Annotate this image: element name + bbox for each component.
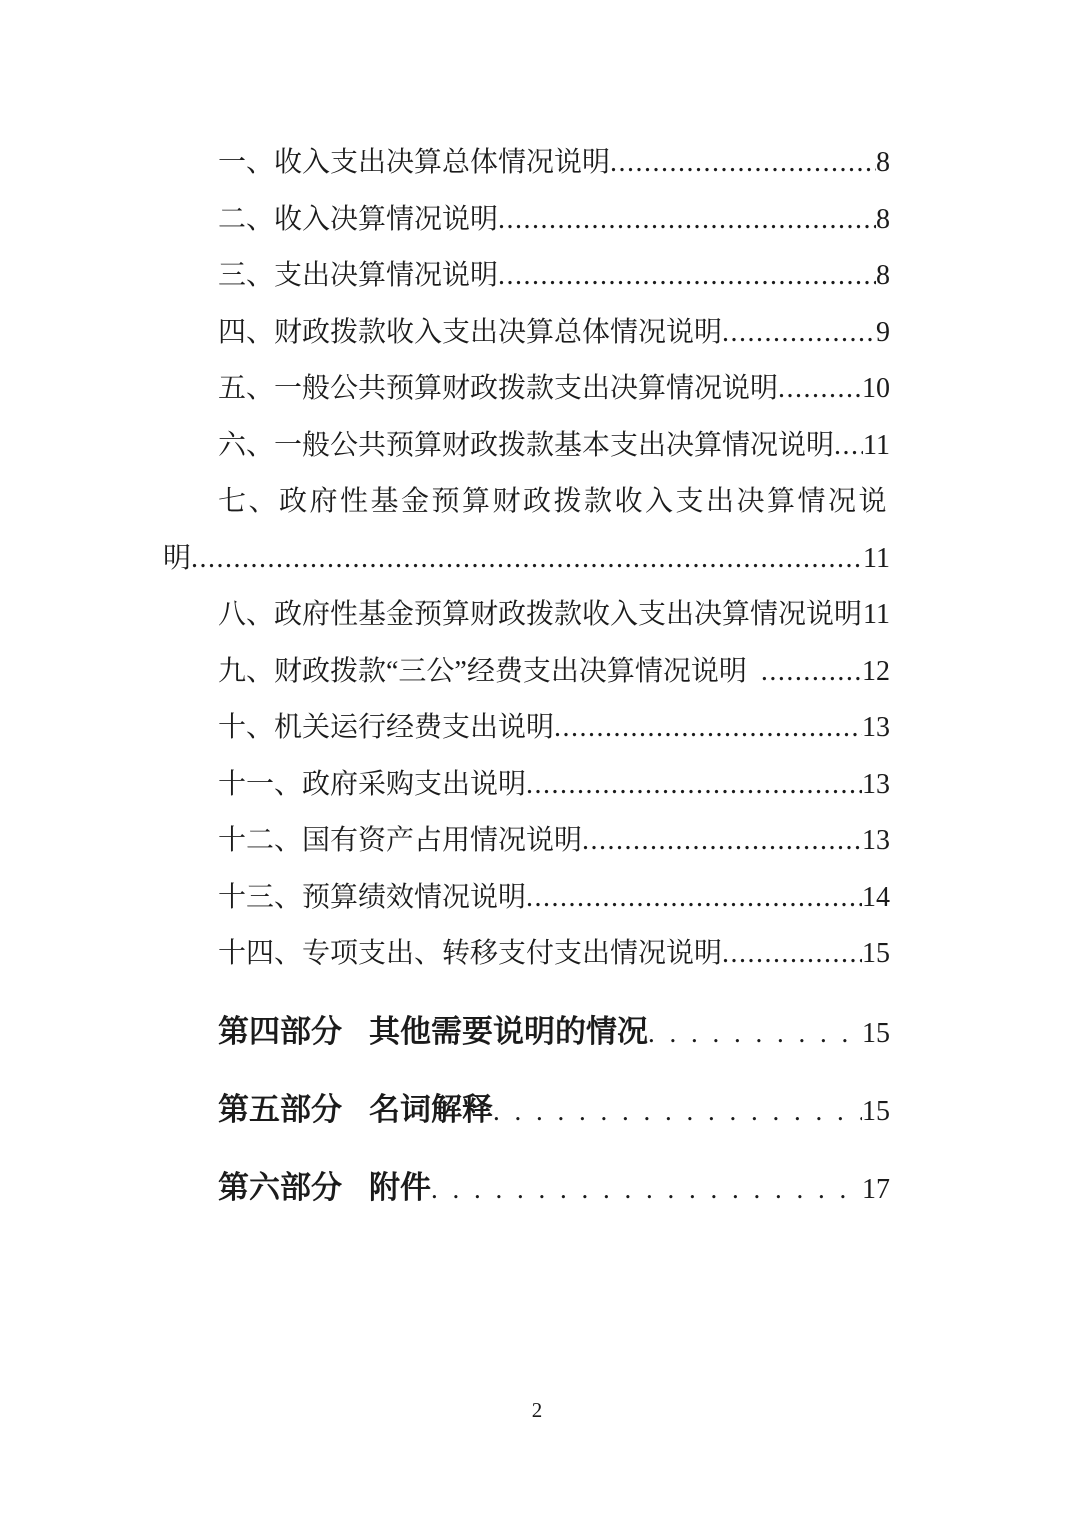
toc-entry <box>163 418 890 475</box>
toc-entry <box>163 926 890 983</box>
toc-entry-page-number: 8 <box>876 147 890 178</box>
dot-leader <box>191 531 863 588</box>
dot-leader <box>834 418 863 475</box>
dot-leader <box>526 757 862 814</box>
toc-entry <box>163 248 890 305</box>
toc-entry-page-number: 12 <box>862 655 890 687</box>
section-page-number: 15 <box>862 1095 890 1127</box>
section-page-number: 17 <box>862 1173 890 1205</box>
toc-entry-page-number: 11 <box>863 429 890 461</box>
table-of-contents <box>163 135 890 1227</box>
toc-entry-label: 十二、国有资产占用情况说明 <box>218 825 583 856</box>
toc-entry-page-number: 9 <box>876 316 890 348</box>
toc-entry-label: 九、财政拨款“三公”经费支出决算情况说明 <box>218 655 747 687</box>
toc-entry-label: 十一、政府采购支出说明 <box>218 768 527 800</box>
section-page-number: 15 <box>862 1017 890 1049</box>
toc-entry-page-number: 13 <box>862 825 890 856</box>
toc-entry <box>163 192 890 249</box>
dot-leader <box>610 135 876 192</box>
section-title: 其他需要说明的情况 <box>369 1013 648 1049</box>
toc-entry-label: 七、政府性基金预算财政拨款收入支出决算情况说 <box>218 486 890 517</box>
dot-leader <box>554 700 862 757</box>
toc-entry-page-number: 8 <box>876 260 890 291</box>
toc-entry-label: 一、收入支出决算总体情况说明 <box>218 147 611 178</box>
toc-entry-wrapped-line-1 <box>163 474 890 531</box>
toc-entry-page-number: 14 <box>862 881 890 913</box>
dot-leader <box>761 644 862 701</box>
toc-entry-page-number: 11 <box>863 542 890 574</box>
dot-leader <box>498 192 876 249</box>
section-part-label: 第六部分 <box>218 1169 342 1205</box>
toc-entry-label: 八、政府性基金预算财政拨款收入支出决算情况说明 <box>218 599 863 630</box>
toc-entry-label: 六、一般公共预算财政拨款基本支出决算情况说明 <box>218 429 835 461</box>
dot-leader <box>498 248 876 305</box>
toc-entry-label: 四、财政拨款收入支出决算总体情况说明 <box>218 316 723 348</box>
toc-entry <box>163 587 890 644</box>
toc-entry <box>163 135 890 192</box>
toc-entry-page-number: 10 <box>862 373 890 404</box>
dot-leader <box>648 994 862 1072</box>
toc-entry-label: 三、支出决算情况说明 <box>218 260 499 291</box>
toc-entry-label: 十四、专项支出、转移支付支出情况说明 <box>218 938 723 969</box>
dot-leader <box>722 305 876 362</box>
section-title: 名词解释 <box>369 1091 493 1127</box>
toc-entry <box>163 644 890 701</box>
dot-leader <box>526 870 862 927</box>
toc-entry-page-number: 15 <box>862 938 890 969</box>
dot-leader <box>493 1072 862 1150</box>
toc-entry-wrapped-line-2 <box>163 531 890 588</box>
footer-page-number: 2 <box>531 1398 543 1422</box>
toc-entry-label: 二、收入决算情况说明 <box>218 203 499 235</box>
section-title: 附件 <box>369 1169 431 1205</box>
toc-entry-label: 五、一般公共预算财政拨款支出决算情况说明 <box>218 373 779 404</box>
toc-entry-label: 十三、预算绩效情况说明 <box>218 881 527 913</box>
section-heading <box>163 993 890 1071</box>
toc-entry <box>163 870 890 927</box>
toc-entry-page-number: 11 <box>863 599 890 630</box>
toc-entry-label: 明 <box>163 542 192 574</box>
toc-entry-page-number: 13 <box>862 768 890 800</box>
toc-section-headings <box>163 993 890 1227</box>
toc-entry <box>163 305 890 362</box>
toc-entry <box>163 700 890 757</box>
toc-entry <box>163 757 890 814</box>
section-heading <box>163 1149 890 1227</box>
dot-leader <box>778 361 862 418</box>
dot-leader <box>582 813 862 870</box>
section-part-label: 第四部分 <box>218 1013 342 1049</box>
toc-entry <box>163 813 890 870</box>
toc-entry <box>163 361 890 418</box>
toc-entry-label: 十、机关运行经费支出说明 <box>218 712 555 743</box>
dot-leader <box>722 926 862 983</box>
section-part-label: 第五部分 <box>218 1091 342 1127</box>
section-heading <box>163 1071 890 1149</box>
toc-entry-page-number: 13 <box>862 712 890 743</box>
toc-entry-page-number: 8 <box>876 203 890 235</box>
dot-leader <box>431 1150 862 1228</box>
